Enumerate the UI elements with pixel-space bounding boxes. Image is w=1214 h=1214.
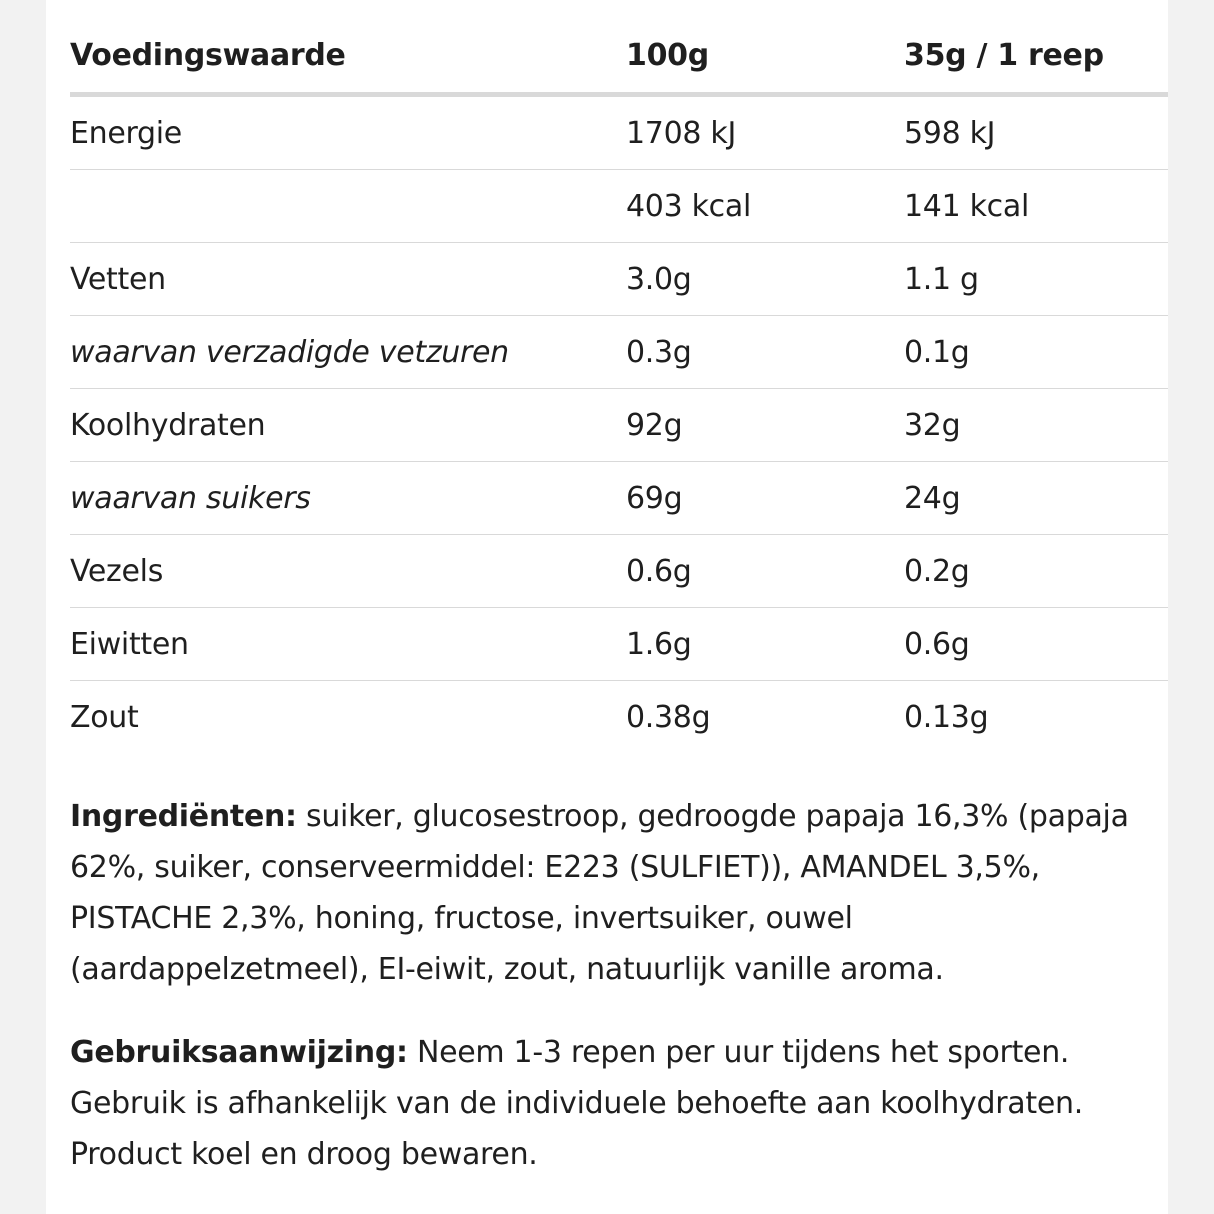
value-per-100g-cell: 0.3g: [626, 316, 904, 389]
table-row: [70, 243, 1168, 316]
table-row: [70, 608, 1168, 681]
value-per-100g-cell: 3.0g: [626, 243, 904, 316]
ingredients-label: Ingrediënten:: [70, 799, 297, 834]
value-per-bar-cell: 32g: [904, 389, 1168, 462]
usage-paragraph: [70, 1027, 1150, 1180]
table-row: [70, 95, 1168, 170]
value-per-100g-cell: 92g: [626, 389, 904, 462]
table-row: [70, 389, 1168, 462]
nutrient-name-cell: Vetten: [70, 243, 626, 316]
value-per-bar-cell: 0.13g: [904, 699, 989, 735]
nutrition-table: [70, 18, 1168, 753]
nutrient-name-cell: Vezels: [70, 535, 626, 608]
value-per-100g-cell: 1.6g: [626, 608, 904, 681]
table-header-row: [70, 18, 1168, 95]
nutrient-name-cell: waarvan suikers: [70, 462, 626, 535]
value-per-bar-cell: 0.1g: [904, 316, 1168, 389]
header-per-bar: 35g / 1 reep: [904, 18, 1168, 95]
nutrient-name-cell: Eiwitten: [70, 608, 626, 681]
value-per-bar-cell: 0.2g: [904, 535, 1168, 608]
value-per-bar-cell: 1.1 g: [904, 243, 1168, 316]
value-per-100g-cell: 69g: [626, 462, 904, 535]
value-per-100g-cell: 403 kcal: [626, 170, 904, 243]
header-nutrient: Voedingswaarde: [70, 18, 626, 95]
table-row: [70, 462, 1168, 535]
nutrient-name-cell: waarvan verzadigde vetzuren: [70, 316, 626, 389]
nutrient-name-cell: Energie: [70, 95, 626, 170]
value-per-bar-cell: 24g: [904, 462, 1168, 535]
nutrient-name-cell: Koolhydraten: [70, 389, 626, 462]
ingredients-paragraph: [70, 791, 1150, 995]
value-per-100g-cell: 0.38g: [626, 699, 711, 735]
value-per-100g-cell: 0.6g: [626, 535, 904, 608]
usage-text: Neem 1-3 repen per uur tijdens het sporten. Gebruik is afhankelijk van de individuele behoefte aan koolhydraten. Product koel en droog bewaren.: [70, 1035, 1083, 1172]
table-row: [70, 316, 1168, 389]
ingredients-text: suiker, glucosestroop, gedroogde papaja 16,3% (papaja 62%, suiker, conserveermiddel: E223 (SULFIET)), AMANDEL 3,5%, PISTACHE 2,3%, honing, fructose, invertsuiker, ouwel (aardappelzetmeel), EI-eiwit, zout, natuurlijk vanille aroma.: [70, 799, 1129, 987]
table-row: [70, 535, 1168, 608]
value-per-bar-cell: 598 kJ: [904, 95, 1168, 170]
value-per-100g-cell: 1708 kJ: [626, 95, 904, 170]
value-per-bar-cell: 0.6g: [904, 608, 1168, 681]
header-per-100g: 100g: [626, 18, 904, 95]
nutrient-name-cell: Zout: [70, 699, 139, 735]
content-panel: [46, 0, 1168, 1214]
nutrient-name-cell: [70, 170, 626, 243]
table-row: [70, 681, 1168, 754]
table-row: [70, 170, 1168, 243]
table-body: [70, 95, 1168, 754]
value-per-bar-cell: 141 kcal: [904, 170, 1168, 243]
usage-label: Gebruiksaanwijzing:: [70, 1035, 408, 1070]
